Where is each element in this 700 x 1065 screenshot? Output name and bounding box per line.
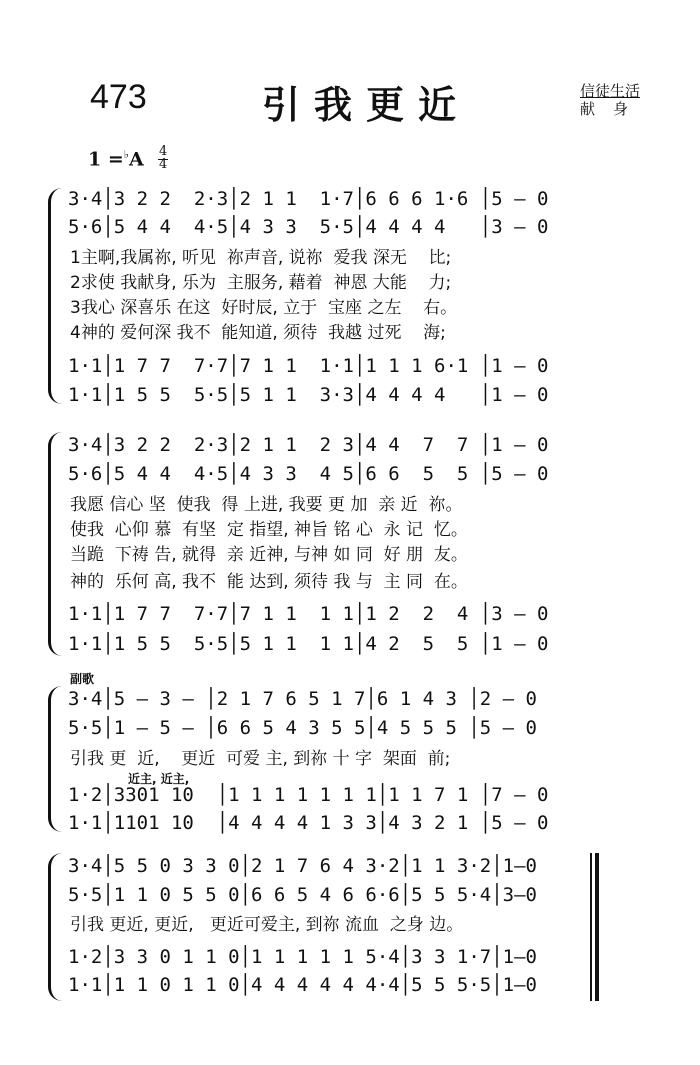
flat-symbol: ♭ (123, 148, 129, 161)
lyric-verse-4: 4神的 爱何深 我不 能知道, 须待 我越 过死 海; (70, 323, 446, 343)
chorus-label: 副歌 (70, 672, 95, 686)
category-sub: 献身 (580, 100, 647, 118)
lyric-verse-3: 3我心 深喜乐 在这 好时辰, 立于 宝座 之左 右。 (70, 298, 458, 318)
soprano-line: 3·4│5 – 3 – │2 1 7 6 5 1 7│6 1 4 3 │2 – 0 (68, 688, 537, 710)
soprano-line: 3·4│3 2 2 2·3│2 1 1 1·7│6 6 6 1·6 │5 – 0 (68, 188, 549, 210)
alto-line: 5·5│1 – 5 – │6 6 5 4 3 5 5│4 5 5 5 │5 – 0 (68, 717, 537, 739)
bass-line: 1·1│1 5 5 5·5│5 1 1 3·3│4 4 4 4 │1 – 0 (68, 384, 549, 406)
lyric-verse-2: 2求使 我献身, 乐为 主服务, 藉着 神恩 大能 力; (70, 273, 452, 293)
lyric-verse-1: 1主啊,我属祢, 听见 祢声音, 说祢 爱我 深无 比; (70, 248, 452, 268)
key-note: A (128, 148, 144, 171)
category-main: 信徒生活 (580, 82, 641, 100)
lyric-chorus-2: 引我 更近, 更近, 更近可爱主, 到祢 流血 之身 边。 (70, 915, 464, 935)
tenor-line: 1·2│3301 10 │1 1 1 1 1 1 1│1 1 7 1 │7 – 0 (68, 784, 549, 806)
final-barline-thick (595, 853, 599, 1001)
key-text: 1 = (88, 148, 124, 171)
key-signature (88, 148, 144, 170)
system-brace (48, 188, 63, 404)
time-signature-bottom: 4 (159, 157, 168, 172)
lyric-verse-4: 神的 乐何 高, 我不 能 达到, 须待 我 与 主 同 在。 (70, 572, 468, 592)
soprano-line: 3·4│5 5 0 3 3 0│2 1 7 6 4 3·2│1 1 3·2│1–0 (68, 855, 537, 877)
lyric-verse-3: 当跪 下祷 告, 就得 亲 近神, 与神 如 同 好 朋 友。 (70, 545, 468, 565)
alto-line: 5·6│5 4 4 4·5│4 3 3 4 5│6 6 5 5 │5 – 0 (68, 463, 549, 485)
lyric-verse-2: 使我 心仰 慕 有坚 定 指望, 神旨 铭 心 永 记 忆。 (70, 520, 468, 540)
bass-line: 1·1│1 5 5 5·5│5 1 1 1 1│4 2 5 5 │1 – 0 (68, 633, 549, 655)
system-brace (48, 432, 63, 656)
system-brace (48, 686, 63, 832)
alto-line: 5·5│1 1 0 5 5 0│6 6 5 4 6 6·6│5 5 5·4│3–0 (68, 884, 537, 906)
bass-line: 1·1│1101 10 │4 4 4 4 1 3 3│4 3 2 1 │5 – 0 (68, 812, 549, 834)
hymn-number: 473 (90, 78, 147, 116)
hymn-title: 引我更近 (262, 82, 471, 127)
final-barline-thin (590, 853, 592, 1001)
tenor-echo-text: 近主, 近主, (128, 772, 190, 786)
lyric-verse-1: 我愿 信心 坚 使我 得 上进, 我要 更 加 亲 近 祢。 (70, 495, 463, 515)
tenor-line: 1·2│3 3 0 1 1 0│1 1 1 1 1 5·4│3 3 1·7│1–0 (68, 946, 537, 968)
system-brace (48, 853, 63, 1001)
soprano-line: 3·4│3 2 2 2·3│2 1 1 2 3│4 4 7 7 │1 – 0 (68, 434, 549, 456)
bass-line: 1·1│1 1 0 1 1 0│4 4 4 4 4 4·4│5 5 5·5│1–0 (68, 974, 537, 996)
time-signature-top: 4 (159, 144, 168, 159)
alto-line: 5·6│5 4 4 4·5│4 3 3 5·5│4 4 4 4 │3 – 0 (68, 216, 549, 238)
lyric-chorus-1: 引我 更 近, 更近 可爱 主, 到祢 十 字 架面 前; (70, 749, 451, 769)
tenor-line: 1·1│1 7 7 7·7│7 1 1 1·1│1 1 1 6·1 │1 – 0 (68, 355, 549, 377)
tenor-line: 1·1│1 7 7 7·7│7 1 1 1 1│1 2 2 4 │3 – 0 (68, 603, 549, 625)
